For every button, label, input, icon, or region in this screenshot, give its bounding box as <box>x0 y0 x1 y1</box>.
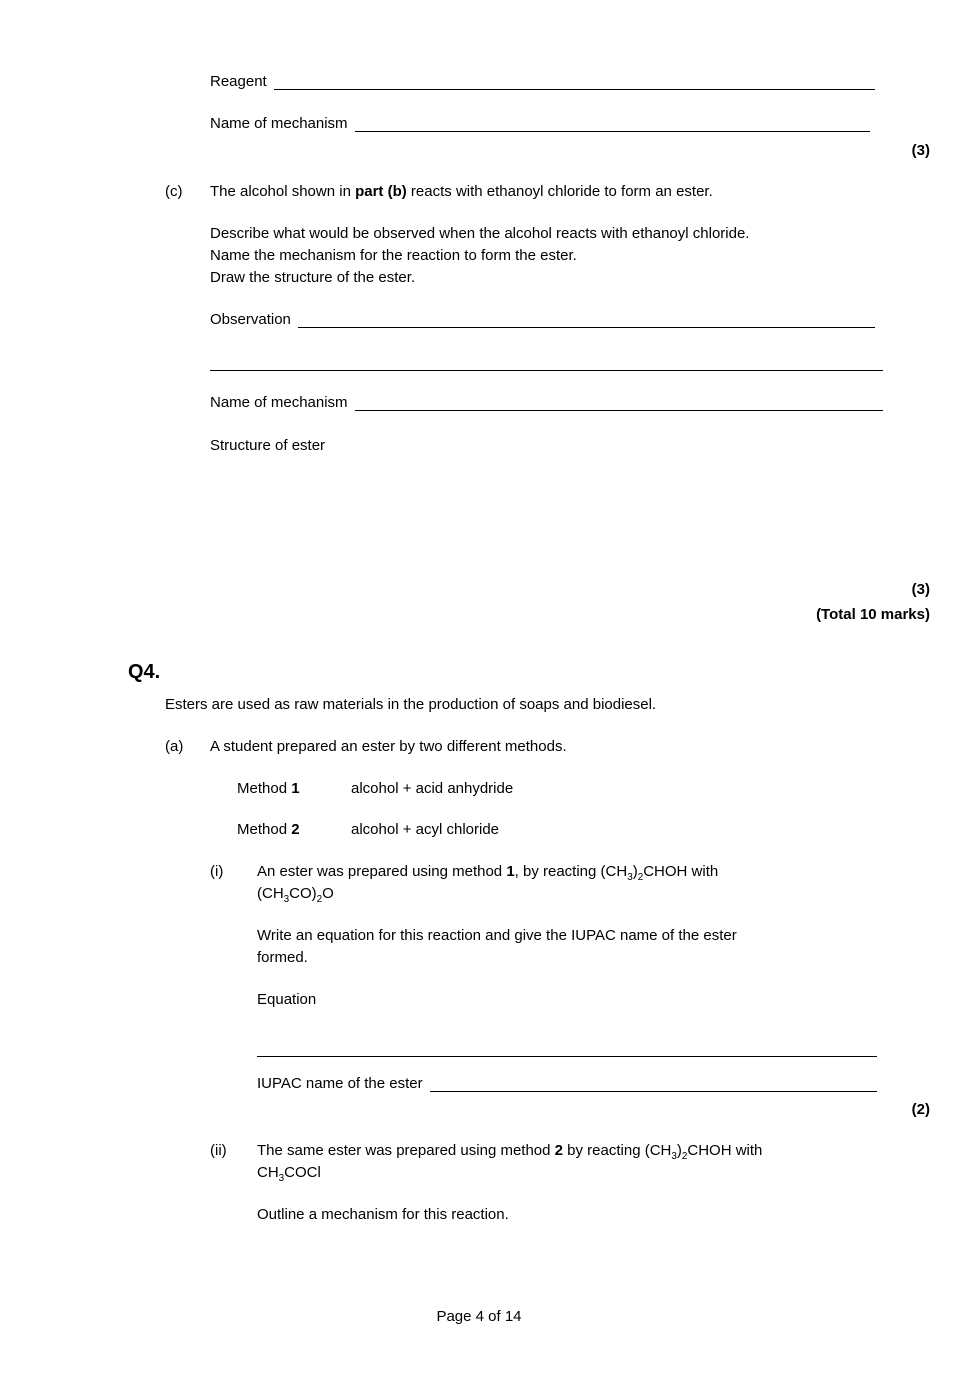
method-2-row <box>237 819 857 841</box>
iupac-answer-line <box>430 1073 877 1092</box>
item-i-label: (i) <box>210 863 224 880</box>
question-4-number: Q4. <box>128 661 161 683</box>
reagent-answer-line <box>274 71 875 90</box>
method-1-label: Method 1 <box>237 780 300 797</box>
structure-of-ester-label: Structure of ester <box>210 437 326 454</box>
item-ii-text: The same ester was prepared using method 2 by reacting $(CH_3)_2CHOH$ with $CH_3COCl$ <box>257 1142 763 1184</box>
part-c-label: (c) <box>165 183 183 200</box>
part-a-text: A student prepared an ester by two different methods. <box>210 738 567 755</box>
marks-3-part-b: (3) <box>911 142 930 159</box>
marks-3-part-c: (3) <box>911 581 930 598</box>
part-c-instructions: Describe what would be observed when the alcohol reacts with ethanoyl chloride. Name the mechanism for the reaction to form the ester. Draw the structure of the ester. <box>210 225 750 286</box>
part-c-row <box>165 181 885 203</box>
observation-label: Observation <box>210 311 291 328</box>
item-i-text: An ester was prepared using method 1, by reacting $(CH_3)_2CHOH$ with $(CH_3CO)_2O$ <box>257 863 719 905</box>
mechanism-label-1: Name of mechanism <box>210 115 348 132</box>
observation-answer-line <box>298 309 875 328</box>
item-i-instructions: Write an equation for this reaction and give the IUPAC name of the ester formed. <box>257 927 737 966</box>
total-marks: (Total 10 marks) <box>816 606 930 623</box>
iupac-answer-row <box>257 1073 877 1095</box>
equation-answer-line <box>257 1038 877 1057</box>
item-ii-label: (ii) <box>210 1142 227 1159</box>
method-1-description: alcohol + acid anhydride <box>351 780 514 797</box>
observation-answer-row <box>210 309 875 331</box>
method-2-description: alcohol + acyl chloride <box>351 821 500 838</box>
observation-answer-line-2 <box>210 352 883 371</box>
reagent-label: Reagent <box>210 73 267 90</box>
mechanism-answer-line-1 <box>355 113 870 132</box>
part-a-row <box>165 736 905 758</box>
reagent-answer-row <box>210 71 875 93</box>
mechanism-answer-row-2 <box>210 392 883 414</box>
item-ii-row <box>210 1140 930 1184</box>
method-2-label: Method 2 <box>237 821 300 838</box>
part-a-label: (a) <box>165 738 184 755</box>
question-4-intro: Esters are used as raw materials in the production of soaps and biodiesel. <box>165 696 657 713</box>
item-ii-instructions: Outline a mechanism for this reaction. <box>257 1206 509 1223</box>
item-i-row <box>210 861 910 905</box>
mechanism-answer-line-2 <box>355 392 883 411</box>
marks-2-item-i: (2) <box>911 1101 930 1118</box>
page-number-footer: Page 4 of 14 <box>436 1308 522 1325</box>
equation-label: Equation <box>257 991 317 1008</box>
mechanism-answer-row-1 <box>210 113 870 135</box>
mechanism-label-2: Name of mechanism <box>210 394 348 411</box>
method-1-row <box>237 778 857 800</box>
part-c-text: The alcohol shown in part (b) reacts with ethanoyl chloride to form an ester. <box>210 183 713 200</box>
iupac-label: IUPAC name of the ester <box>257 1075 423 1092</box>
